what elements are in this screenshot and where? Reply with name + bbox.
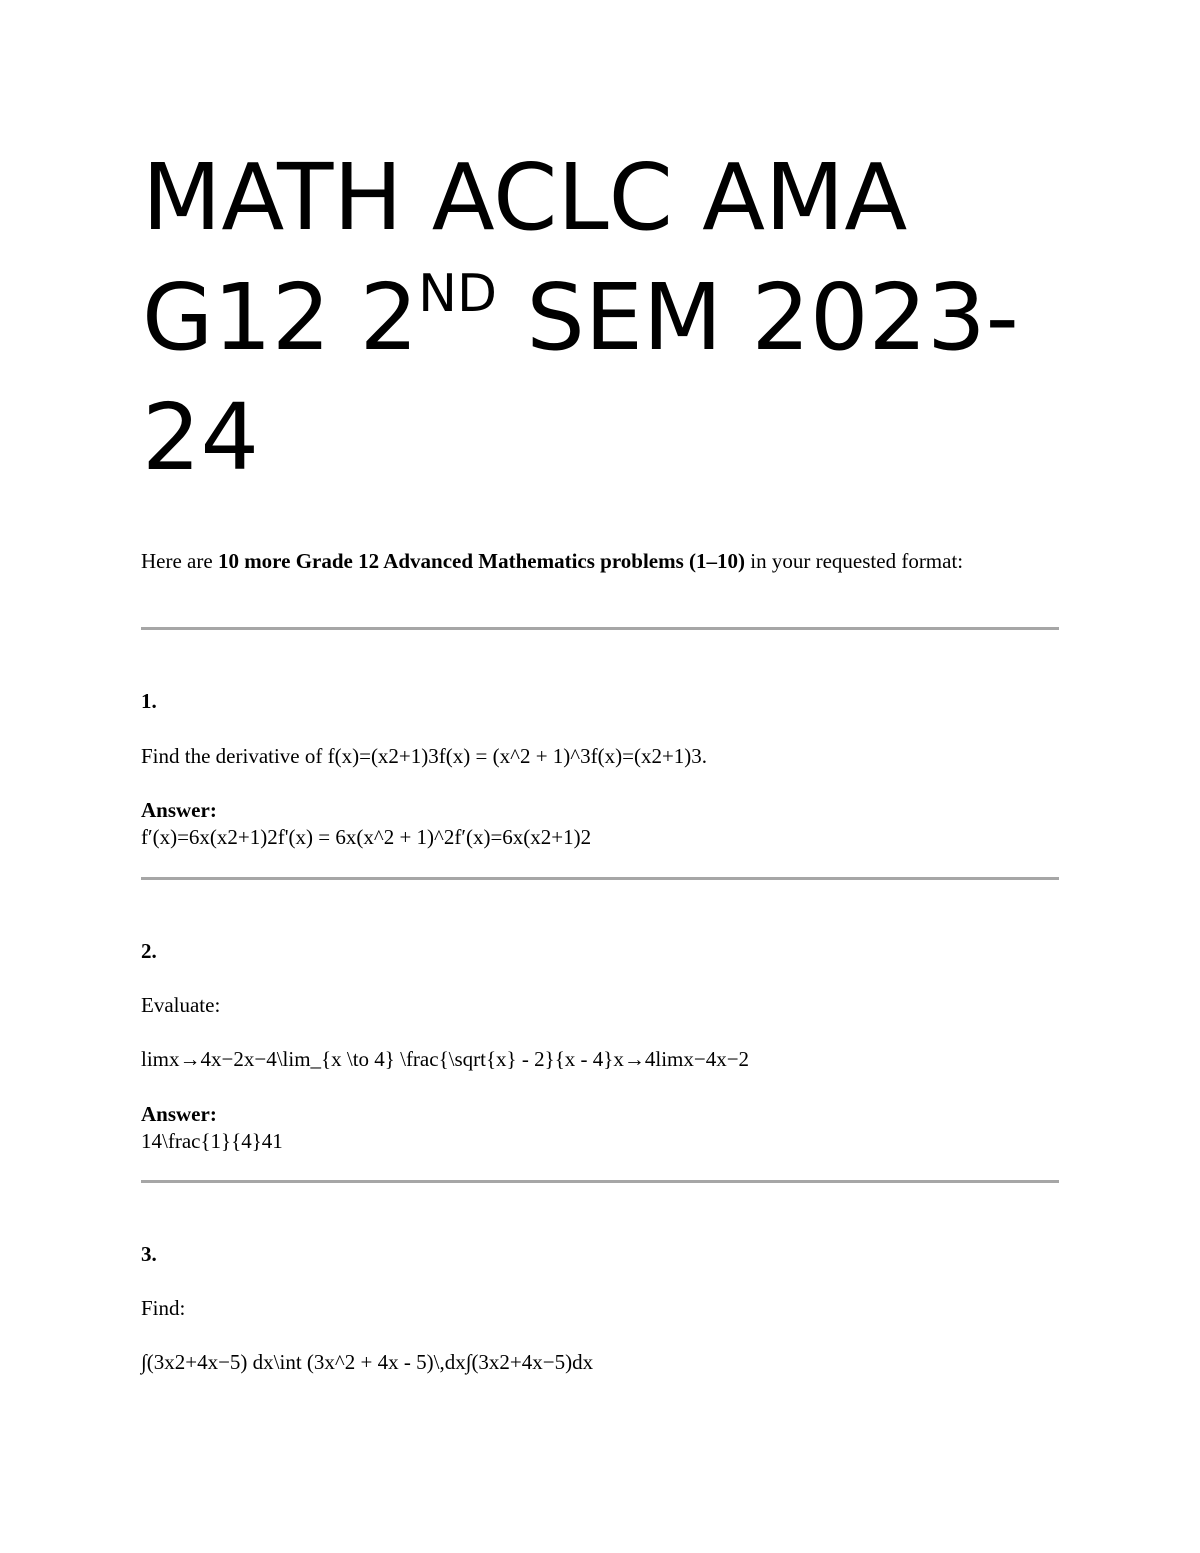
title-text-part2: SEM 2023-24 [142,264,1019,491]
problem-number: 2. [141,939,157,963]
title-superscript: ND [418,264,498,324]
answer-text: f′(x)=6x(x2+1)2f'(x) = 6x(x^2 + 1)^2f′(x)=6x(x2+1)2 [141,825,592,849]
intro-lead-text: Here are [141,549,218,573]
problem-number: 1. [141,689,157,713]
problem-expression: ∫(3x2+4x−5) dx\int (3x^2 + 4x - 5)\,dx∫(3x2+4x−5)dx [141,1350,594,1374]
problem-prompt: Find: [141,1296,186,1320]
intro-paragraph [141,548,1041,574]
answer-label: Answer: [141,1102,217,1126]
problem-prompt: Evaluate: [141,993,221,1017]
answer-label: Answer: [141,798,217,822]
horizontal-rule [141,1180,1059,1183]
title-text-part1: MATH ACLC AMA G12 2 [142,144,908,371]
problem-number: 3. [141,1242,157,1266]
intro-tail-text: in your requested format: [745,549,964,573]
problem-expression: limx→4x−2x−4\lim_{x \to 4} \frac{\sqrt{x} - 2}{x - 4}x→4limx−4x−2 [141,1047,750,1071]
horizontal-rule [141,627,1059,630]
answer-text: 14\frac{1}{4}41 [141,1129,283,1153]
document-title [142,138,1102,498]
problem-prompt: Find the derivative of f(x)=(x2+1)3f(x) = (x^2 + 1)^3f(x)=(x2+1)3. [141,744,708,768]
horizontal-rule [141,877,1059,880]
intro-bold-text: 10 more Grade 12 Advanced Mathematics problems (1–10) [217,549,746,573]
